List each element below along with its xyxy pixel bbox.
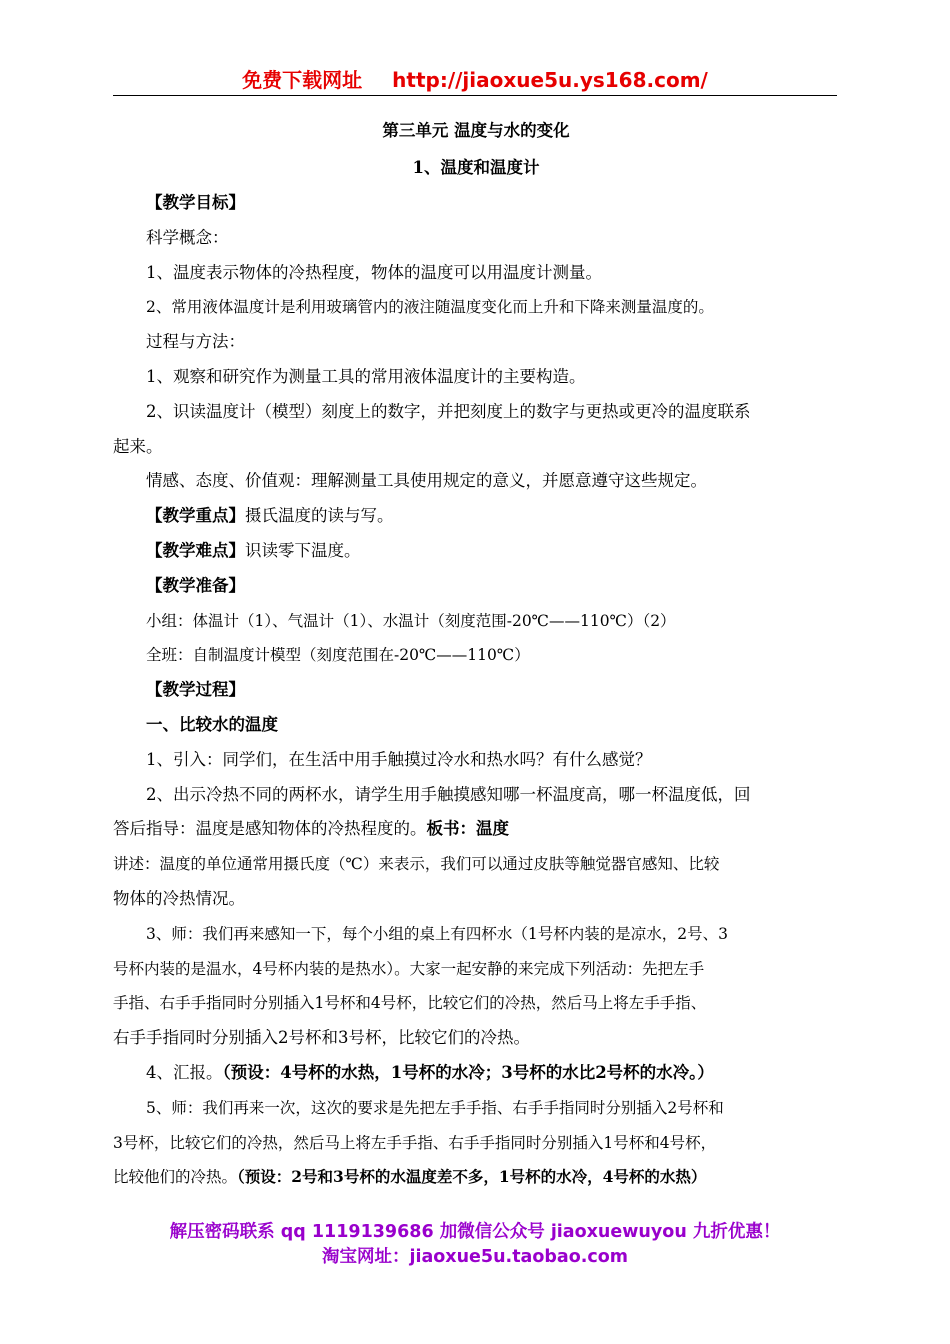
difficulty-point bbox=[113, 534, 839, 569]
step-5b: 3号杯，比较它们的冷热，然后马上将左手手指、右手手指同时分别插入1号杯和4号杯， bbox=[113, 1133, 717, 1152]
unit-title: 第三单元 温度与水的变化 bbox=[382, 121, 570, 140]
step-4 bbox=[113, 1056, 839, 1091]
lecture-a: 讲述：温度的单位通常用摄氏度（℃）来表示，我们可以通过皮肤等触觉器官感知、比较 bbox=[113, 855, 720, 874]
step-1: 1、引入：同学们，在生活中用手触摸过冷水和热水吗？有什么感觉？ bbox=[146, 749, 652, 769]
diff-text: 识读零下温度。 bbox=[245, 540, 361, 560]
step-5c bbox=[113, 1160, 839, 1195]
concept-1: 1、温度表示物体的冷热程度，物体的温度可以用温度计测量。 bbox=[146, 262, 602, 282]
prep-class: 全班：自制温度计模型（刻度范围在-20℃——110℃） bbox=[146, 646, 530, 665]
sci-concept-label: 科学概念： bbox=[146, 227, 229, 247]
process-2a: 2、识读温度计（模型）刻度上的数字，并把刻度上的数字与更热或更冷的温度联系 bbox=[146, 401, 751, 421]
lecture-b: 物体的冷热情况。 bbox=[113, 888, 245, 908]
goals-heading: 【教学目标】 bbox=[146, 193, 245, 212]
diff-heading: 【教学难点】 bbox=[146, 540, 245, 560]
step-4-preset: （预设：4号杯的水热，1号杯的水冷；3号杯的水比2号杯的水冷。） bbox=[222, 1062, 714, 1082]
process-2b: 起来。 bbox=[113, 436, 163, 456]
process-heading: 【教学过程】 bbox=[146, 680, 245, 700]
step-3c: 手指、右手手指同时分别插入1号杯和4号杯，比较它们的冷热，然后马上将左手手指、 bbox=[113, 994, 707, 1013]
step-3d: 右手手指同时分别插入2号杯和3号杯，比较它们的冷热。 bbox=[113, 1028, 530, 1048]
board-note: 板书：温度 bbox=[426, 819, 509, 839]
document-body bbox=[113, 112, 839, 1195]
step-3a: 3、师：我们再来感知一下，每个小组的桌上有四杯水（1号杯内装的是凉水，2号、3 bbox=[146, 924, 728, 943]
section-1-heading: 一、比较水的温度 bbox=[146, 714, 278, 734]
prep-heading: 【教学准备】 bbox=[146, 575, 245, 595]
step-2b bbox=[113, 812, 839, 847]
step-5a: 5、师：我们再来一次，这次的要求是先把左手手指、右手手指同时分别插入2号杯和 bbox=[146, 1098, 724, 1117]
step-5c-text: 比较他们的冷热。 bbox=[113, 1168, 238, 1187]
prep-group: 小组：体温计（1）、气温计（1）、水温计（刻度范围-20℃——110℃）（2） bbox=[146, 611, 676, 630]
step-5-preset: （预设：2号和3号杯的水温度差不多，1号杯的水冷，4号杯的水热） bbox=[237, 1167, 707, 1187]
lesson-title: 1、温度和温度计 bbox=[412, 158, 540, 177]
key-point bbox=[113, 499, 839, 534]
key-text: 摄氏温度的读与写。 bbox=[245, 506, 394, 526]
step-4-text: 4、汇报。 bbox=[146, 1062, 223, 1082]
process-label: 过程与方法： bbox=[146, 332, 245, 352]
header-divider bbox=[113, 95, 837, 96]
header-url-link[interactable]: http://jiaoxue5u.ys168.com/ bbox=[392, 68, 708, 92]
header-label: 免费下载网址 bbox=[242, 68, 363, 92]
step-2b-text: 答后指导：温度是感知物体的冷热程度的。 bbox=[113, 819, 427, 839]
step-2a: 2、出示冷热不同的两杯水，请学生用手触摸感知哪一杯温度高，哪一杯温度低，回 bbox=[146, 784, 751, 804]
download-header bbox=[0, 64, 950, 93]
footer-taobao-link[interactable]: 淘宝网址：jiaoxue5u.taobao.com bbox=[321, 1247, 629, 1267]
step-3b: 号杯内装的是温水，4号杯内装的是热水）。大家一起安静的来完成下列活动：先把左手 bbox=[113, 959, 705, 978]
attitude: 情感、态度、价值观：理解测量工具使用规定的意义，并愿意遵守这些规定。 bbox=[146, 471, 707, 491]
footer-contact: 解压密码联系 qq 1119139686 加微信公众号 jiaoxuewuyou 九折优惠！ bbox=[169, 1222, 781, 1242]
concept-2: 2、常用液体温度计是利用玻璃管内的液注随温度变化而上升和下降来测量温度的。 bbox=[146, 298, 714, 317]
key-heading: 【教学重点】 bbox=[146, 506, 245, 526]
process-1: 1、观察和研究作为测量工具的常用液体温度计的主要构造。 bbox=[146, 366, 586, 386]
